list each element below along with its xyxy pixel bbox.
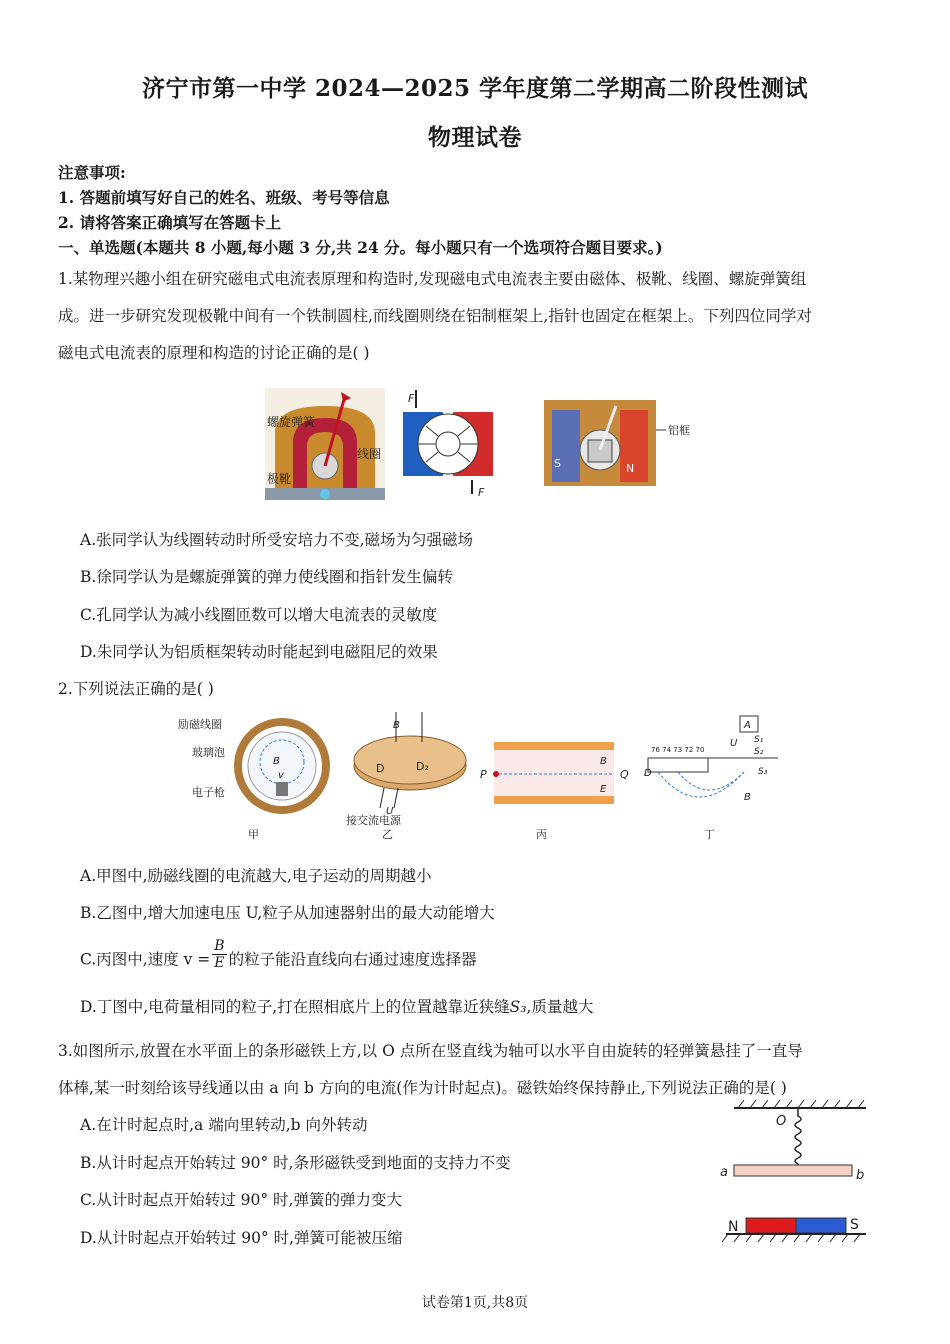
q3-figure-magnet-spring — [716, 1098, 876, 1248]
label-bing-Q: Q — [620, 768, 629, 781]
label-ding-A: A — [744, 720, 751, 731]
q2-option-c-pre: C.丙图中,速度 v = — [80, 950, 211, 969]
label-bing-B: B — [600, 756, 607, 767]
label-ding-S2: S₂ — [754, 747, 764, 757]
q1-option-d[interactable]: D.朱同学认为铝质框架转动时能起到电磁阻尼的效果 — [80, 643, 438, 661]
label-ding-D: D — [644, 768, 652, 779]
label-bing-E: E — [600, 784, 607, 795]
label-N: N — [626, 462, 635, 475]
label-yi-source: 接交流电源 — [346, 814, 401, 827]
label-coil: 线圈 — [357, 447, 382, 461]
label-ding-U: U — [730, 738, 738, 749]
exam-title: 济宁市第一中学 2024—2025 学年度第二学期高二阶段性测试 — [141, 75, 809, 102]
q3-option-b[interactable]: B.从计时起点开始转过 90° 时,条形磁铁受到地面的支持力不变 — [80, 1154, 511, 1172]
label-yi-D2: D₂ — [416, 760, 429, 773]
label-jia-v: v — [278, 770, 284, 781]
q3-stem-line-2: 体棒,某一时刻给该导线通以由 a 向 b 方向的电流(作为计时起点)。磁铁始终保持静止,下列说法正确的是( ) — [58, 1079, 787, 1097]
q3-option-d[interactable]: D.从计时起点开始转过 90° 时,弹簧可能被压缩 — [80, 1229, 403, 1247]
q1-option-c[interactable]: C.孔同学认为减小线圈匝数可以增大电流表的灵敏度 — [80, 606, 438, 624]
q2-figure-ding — [644, 716, 778, 841]
label-yi-B: B — [393, 720, 400, 731]
q2-option-a[interactable]: A.甲图中,励磁线圈的电流越大,电子运动的周期越小 — [80, 867, 432, 885]
q2-figures — [178, 712, 778, 844]
label-yi-D1: D — [376, 762, 385, 775]
exam-subtitle: 物理试卷 — [428, 124, 522, 151]
fraction-denominator: E — [214, 955, 225, 971]
notice-heading: 注意事项: — [58, 163, 126, 182]
label-yi-U: U — [386, 806, 394, 817]
label-O: O — [776, 1114, 787, 1129]
caption-ding: 丁 — [704, 828, 715, 841]
q1-option-b[interactable]: B.徐同学认为是螺旋弹簧的弹力使线圈和指针发生偏转 — [80, 568, 453, 586]
q3-option-a[interactable]: A.在计时起点时,a 端向里转动,b 向外转动 — [80, 1116, 368, 1134]
label-F-bottom: F — [478, 486, 485, 498]
q2-option-d-pre: D.丁图中,电荷量相同的粒子,打在照相底片上的位置越靠近狭缝 — [80, 998, 510, 1016]
label-jia-bulb: 玻璃泡 — [192, 746, 225, 759]
label-spring: 螺旋弹簧 — [267, 415, 316, 429]
q1-stem-line-1: 1.某物理兴趣小组在研究磁电式电流表原理和构造时,发现磁电式电流表主要由磁体、极靴、线圈、螺旋弹簧组 — [58, 270, 807, 288]
q3-stem-line-1: 3.如图所示,放置在水平面上的条形磁铁上方,以 O 点所在竖直线为轴可以水平自由旋转的轻弹簧悬挂了一直导 — [58, 1042, 803, 1060]
q2-figure-bing — [480, 742, 629, 841]
q2-option-c[interactable] — [80, 938, 477, 977]
q1-figure-radial-field — [398, 390, 498, 498]
q3-option-c[interactable]: C.从计时起点开始转过 90° 时,弹簧的弹力变大 — [80, 1191, 402, 1209]
q1-stem-line-2: 成。进一步研究发现极靴中间有一个铁制圆柱,而线圈则绕在铝制框架上,指针也固定在框架上。下列四位同学对 — [58, 307, 812, 325]
label-ding-S1: S₁ — [754, 735, 764, 745]
label-F-top: F — [408, 392, 415, 405]
q1-figure-meter-structure — [265, 388, 385, 500]
q1-figure-aluminum-frame — [544, 400, 694, 486]
q2-stem: 2.下列说法正确的是( ) — [58, 680, 214, 698]
notice-item-1: 1. 答题前填写好自己的姓名、班级、考号等信息 — [58, 188, 390, 207]
q2-option-c-post: 的粒子能沿直线向右通过速度选择器 — [228, 950, 477, 969]
label-frame: 铝框 — [668, 424, 690, 437]
fraction-numerator: B — [214, 938, 225, 954]
label-jia-coil: 励磁线圈 — [178, 718, 222, 731]
label-b: b — [856, 1168, 865, 1183]
label-ding-B: B — [744, 792, 751, 803]
label-a: a — [720, 1165, 728, 1180]
label-magnet-N: N — [728, 1219, 739, 1235]
label-bing-P: P — [480, 768, 487, 781]
q2-option-d-sym: S₃ — [509, 998, 527, 1016]
notice-item-2: 2. 请将答案正确填写在答题卡上 — [58, 213, 282, 232]
label-ding-S3: S₃ — [758, 767, 768, 777]
q2-figure-yi — [346, 712, 466, 841]
q1-stem-line-3: 磁电式电流表的原理和构造的讨论正确的是( ) — [58, 344, 370, 362]
caption-jia: 甲 — [248, 828, 259, 841]
caption-bing: 丙 — [536, 828, 547, 841]
caption-yi: 乙 — [382, 828, 393, 841]
q2-option-c-fraction — [212, 938, 226, 971]
page-footer: 试卷第1页,共8页 — [421, 1295, 529, 1311]
label-S: S — [554, 457, 561, 470]
label-pole: 极靴 — [267, 472, 292, 486]
q2-option-d[interactable] — [80, 995, 593, 1017]
label-ding-scale: 76 74 73 72 70 — [651, 746, 705, 754]
q2-option-d-post: ,质量越大 — [526, 998, 594, 1016]
label-jia-B: B — [273, 756, 280, 767]
label-magnet-S: S — [850, 1217, 859, 1233]
q2-figure-jia — [178, 717, 326, 841]
q2-option-b[interactable]: B.乙图中,增大加速电压 U,粒子从加速器射出的最大动能增大 — [80, 904, 495, 922]
section-heading: 一、单选题(本题共 8 小题,每小题 3 分,共 24 分。每小题只有一个选项符合题目要求。) — [58, 238, 663, 257]
q1-option-a[interactable]: A.张同学认为线圈转动时所受安培力不变,磁场为匀强磁场 — [80, 531, 474, 549]
label-jia-gun: 电子枪 — [192, 786, 225, 799]
